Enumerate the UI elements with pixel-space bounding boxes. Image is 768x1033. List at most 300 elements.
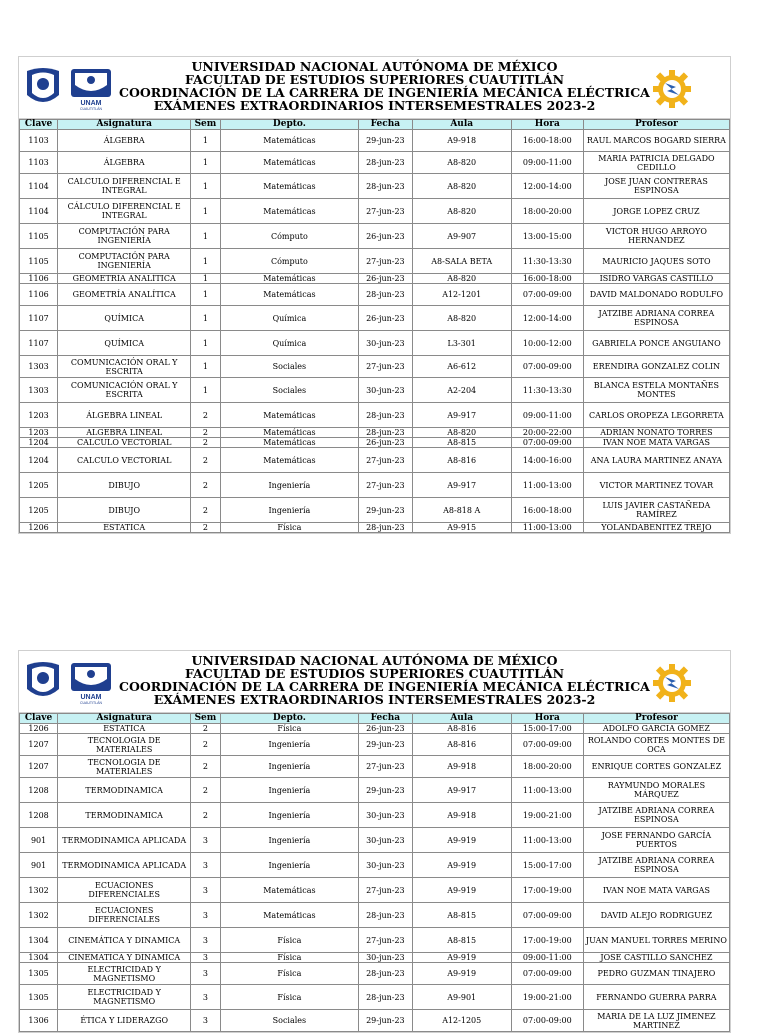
fecha-cell: 27-jun-23 — [359, 473, 412, 498]
sem-cell: 2 — [191, 473, 220, 498]
university-name: UNIVERSIDAD NACIONAL AUTÓNOMA DE MÉXICO — [191, 653, 558, 668]
table-row — [20, 523, 730, 533]
asignatura-cell: TECNOLOGIA DE MATERIALES — [58, 734, 191, 756]
fecha-cell: 27-jun-23 — [359, 448, 412, 473]
exam-sheet-2 — [18, 650, 731, 1033]
clave-cell: 1305 — [20, 985, 58, 1010]
unam-fesc-logos-icon — [23, 659, 119, 705]
sem-cell: 3 — [191, 953, 220, 963]
sem-cell: 2 — [191, 438, 220, 448]
table-row — [20, 428, 730, 438]
sem-cell: 1 — [191, 378, 220, 403]
table-row — [20, 498, 730, 523]
fecha-cell: 30-jun-23 — [359, 853, 412, 878]
table-row — [20, 778, 730, 803]
hora-cell: 07:00-09:00 — [511, 903, 583, 928]
asignatura-cell: ÁLGEBRA LINEAL — [58, 403, 191, 428]
asignatura-cell: ALGEBRA LINEAL — [58, 428, 191, 438]
exam-period-title: EXÁMENES EXTRAORDINARIOS INTERSEMESTRALES 2023-2 — [153, 692, 596, 707]
depto-cell: Matemáticas — [220, 438, 359, 448]
fecha-cell: 28-jun-23 — [359, 428, 412, 438]
asignatura-cell: ELECTRICIDAD Y MAGNETISMO — [58, 963, 191, 985]
asignatura-cell: GEOMETRÍA ANALÍTICA — [58, 284, 191, 306]
hora-cell: 19:00-21:00 — [511, 803, 583, 828]
sem-cell: 2 — [191, 523, 220, 533]
clave-cell: 1106 — [20, 284, 58, 306]
svg-text:UNAM: UNAM — [80, 694, 102, 701]
aula-cell: A9-901 — [412, 985, 511, 1010]
profesor-cell: JATZIBE ADRIANA CORREA ESPINOSA — [583, 853, 729, 878]
hora-cell: 11:00-13:00 — [511, 778, 583, 803]
clave-cell: 1107 — [20, 306, 58, 331]
sem-cell: 2 — [191, 428, 220, 438]
aula-cell: A9-917 — [412, 473, 511, 498]
gear-bolt-logo-icon — [652, 663, 692, 703]
svg-text:UNAM: UNAM — [80, 100, 102, 107]
university-name: UNIVERSIDAD NACIONAL AUTÓNOMA DE MÉXICO — [191, 59, 558, 74]
fecha-cell: 30-jun-23 — [359, 803, 412, 828]
fecha-cell: 28-jun-23 — [359, 963, 412, 985]
depto-cell: Física — [220, 953, 359, 963]
sem-cell: 3 — [191, 878, 220, 903]
table-row — [20, 903, 730, 928]
aula-cell: A8-816 — [412, 448, 511, 473]
profesor-cell: BLANCA ESTELA MONTAÑES MONTES — [583, 378, 729, 403]
hora-cell: 07:00-09:00 — [511, 734, 583, 756]
hora-cell: 07:00-09:00 — [511, 438, 583, 448]
depto-cell: Matemáticas — [220, 274, 359, 284]
depto-cell: Física — [220, 985, 359, 1010]
sem-cell: 1 — [191, 331, 220, 356]
profesor-cell: JUAN MANUEL TORRES MERINO — [583, 928, 729, 953]
depto-cell: Matemáticas — [220, 284, 359, 306]
aula-cell: A8-820 — [412, 306, 511, 331]
asignatura-cell: TERMODINAMICA APLICADA — [58, 828, 191, 853]
sem-cell: 1 — [191, 274, 220, 284]
clave-cell: 1203 — [20, 403, 58, 428]
depto-cell: Ingeniería — [220, 756, 359, 778]
document-title-block — [119, 653, 650, 707]
table-row — [20, 803, 730, 828]
asignatura-cell: TERMODINAMICA — [58, 778, 191, 803]
depto-cell: Matemáticas — [220, 130, 359, 152]
col-header-asignatura: Asignatura — [58, 714, 191, 724]
table-row — [20, 878, 730, 903]
aula-cell: A9-919 — [412, 853, 511, 878]
col-header-aula: Aula — [412, 120, 511, 130]
aula-cell: A9-919 — [412, 828, 511, 853]
aula-cell: A9-907 — [412, 224, 511, 249]
depto-cell: Matemáticas — [220, 174, 359, 199]
depto-cell: Sociales — [220, 378, 359, 403]
clave-cell: 1302 — [20, 903, 58, 928]
sem-cell: 2 — [191, 803, 220, 828]
depto-cell: Ingeniería — [220, 734, 359, 756]
table-row — [20, 274, 730, 284]
table-row — [20, 438, 730, 448]
exam-table-1 — [19, 119, 730, 533]
clave-cell: 1205 — [20, 498, 58, 523]
clave-cell: 1105 — [20, 249, 58, 274]
profesor-cell: JATZIBE ADRIANA CORREA ESPINOSA — [583, 306, 729, 331]
depto-cell: Sociales — [220, 1010, 359, 1032]
clave-cell: 1206 — [20, 523, 58, 533]
aula-cell: A8-816 — [412, 734, 511, 756]
profesor-cell: JOSE JUAN CONTRERAS ESPINOSA — [583, 174, 729, 199]
aula-cell: A8-815 — [412, 928, 511, 953]
aula-cell: A8-816 — [412, 724, 511, 734]
faculty-name: FACULTAD DE ESTUDIOS SUPERIORES CUAUTITLÁN — [184, 666, 565, 681]
asignatura-cell: CALCULO VECTORIAL — [58, 448, 191, 473]
coordination-name: COORDINACIÓN DE LA CARRERA DE INGENIERÍA MECÁNICA ELÉCTRICA — [119, 85, 650, 100]
asignatura-cell: TERMODINAMICA — [58, 803, 191, 828]
clave-cell: 1103 — [20, 152, 58, 174]
fecha-cell: 28-jun-23 — [359, 903, 412, 928]
asignatura-cell: ECUACIONES DIFERENCIALES — [58, 878, 191, 903]
depto-cell: Matemáticas — [220, 428, 359, 438]
clave-cell: 1207 — [20, 756, 58, 778]
depto-cell: Matemáticas — [220, 903, 359, 928]
profesor-cell: IVAN NOE MATA VARGAS — [583, 878, 729, 903]
clave-cell: 1104 — [20, 199, 58, 224]
sem-cell: 3 — [191, 963, 220, 985]
exam-table-2-body — [20, 724, 730, 1032]
profesor-cell: ISIDRO VARGAS CASTILLO — [583, 274, 729, 284]
hora-cell: 15:00-17:00 — [511, 853, 583, 878]
hora-cell: 11:30-13:30 — [511, 249, 583, 274]
col-header-depto: Depto. — [220, 120, 359, 130]
profesor-cell: FERNANDO GUERRA PARRA — [583, 985, 729, 1010]
asignatura-cell: ESTATICA — [58, 724, 191, 734]
clave-cell: 901 — [20, 853, 58, 878]
asignatura-cell: QUÍMICA — [58, 331, 191, 356]
clave-cell: 1104 — [20, 174, 58, 199]
exam-table-1-body — [20, 130, 730, 533]
fecha-cell: 27-jun-23 — [359, 199, 412, 224]
aula-cell: A8-820 — [412, 428, 511, 438]
profesor-cell: ADOLFO GARCIA GOMEZ — [583, 724, 729, 734]
depto-cell: Ingeniería — [220, 828, 359, 853]
asignatura-cell: ELECTRICIDAD Y MAGNETISMO — [58, 985, 191, 1010]
hora-cell: 18:00-20:00 — [511, 756, 583, 778]
asignatura-cell: COMUNICACIÓN ORAL Y ESCRITA — [58, 356, 191, 378]
clave-cell: 1105 — [20, 224, 58, 249]
aula-cell: A8-SALA BETA — [412, 249, 511, 274]
col-header-sem: Sem — [191, 714, 220, 724]
fecha-cell: 29-jun-23 — [359, 734, 412, 756]
clave-cell: 1303 — [20, 356, 58, 378]
depto-cell: Cómputo — [220, 224, 359, 249]
clave-cell: 901 — [20, 828, 58, 853]
aula-cell: A9-917 — [412, 778, 511, 803]
hora-cell: 09:00-11:00 — [511, 152, 583, 174]
hora-cell: 16:00-18:00 — [511, 130, 583, 152]
fecha-cell: 26-jun-23 — [359, 224, 412, 249]
sem-cell: 2 — [191, 778, 220, 803]
fecha-cell: 30-jun-23 — [359, 828, 412, 853]
fecha-cell: 28-jun-23 — [359, 284, 412, 306]
coordination-name: COORDINACIÓN DE LA CARRERA DE INGENIERÍA MECÁNICA ELÉCTRICA — [119, 679, 650, 694]
sem-cell: 2 — [191, 724, 220, 734]
aula-cell: A6-612 — [412, 356, 511, 378]
clave-cell: 1302 — [20, 878, 58, 903]
depto-cell: Matemáticas — [220, 448, 359, 473]
fecha-cell: 27-jun-23 — [359, 756, 412, 778]
unam-fesc-logos-icon — [23, 65, 119, 111]
table-row — [20, 378, 730, 403]
aula-cell: A9-918 — [412, 130, 511, 152]
fecha-cell: 29-jun-23 — [359, 778, 412, 803]
aula-cell: A9-918 — [412, 803, 511, 828]
hora-cell: 12:00-14:00 — [511, 306, 583, 331]
exam-period-title: EXÁMENES EXTRAORDINARIOS INTERSEMESTRALES 2023-2 — [153, 98, 596, 113]
profesor-cell: DAVID ALEJO RODRIGUEZ — [583, 903, 729, 928]
clave-cell: 1204 — [20, 448, 58, 473]
col-header-fecha: Fecha — [359, 714, 412, 724]
asignatura-cell: CALCULO VECTORIAL — [58, 438, 191, 448]
fecha-cell: 29-jun-23 — [359, 1010, 412, 1032]
profesor-cell: YOLANDABENITEZ TREJO — [583, 523, 729, 533]
table-row — [20, 174, 730, 199]
aula-cell: L3-301 — [412, 331, 511, 356]
table-row — [20, 284, 730, 306]
asignatura-cell: CINEMÁTICA Y DINAMICA — [58, 928, 191, 953]
hora-cell: 11:30-13:30 — [511, 378, 583, 403]
sem-cell: 1 — [191, 174, 220, 199]
sem-cell: 1 — [191, 284, 220, 306]
fecha-cell: 27-jun-23 — [359, 878, 412, 903]
fecha-cell: 28-jun-23 — [359, 523, 412, 533]
hora-cell: 15:00-17:00 — [511, 724, 583, 734]
col-header-clave: Clave — [20, 714, 58, 724]
depto-cell: Ingeniería — [220, 778, 359, 803]
aula-cell: A12-1201 — [412, 284, 511, 306]
aula-cell: A9-919 — [412, 953, 511, 963]
depto-cell: Ingeniería — [220, 473, 359, 498]
asignatura-cell: ECUACIONES DIFERENCIALES — [58, 903, 191, 928]
exam-sheet-1 — [18, 56, 731, 534]
depto-cell: Matemáticas — [220, 199, 359, 224]
sem-cell: 3 — [191, 928, 220, 953]
col-header-asignatura: Asignatura — [58, 120, 191, 130]
hora-cell: 12:00-14:00 — [511, 174, 583, 199]
hora-cell: 07:00-09:00 — [511, 1010, 583, 1032]
profesor-cell: PEDRO GUZMAN TINAJERO — [583, 963, 729, 985]
sem-cell: 2 — [191, 403, 220, 428]
profesor-cell: MAURICIO JAQUES SOTO — [583, 249, 729, 274]
hora-cell: 16:00-18:00 — [511, 274, 583, 284]
col-header-hora: Hora — [511, 120, 583, 130]
sheet-header — [19, 57, 730, 119]
fecha-cell: 26-jun-23 — [359, 724, 412, 734]
aula-cell: A9-918 — [412, 756, 511, 778]
fecha-cell: 27-jun-23 — [359, 249, 412, 274]
asignatura-cell: CALCULO DIFERENCIAL E INTEGRAL — [58, 174, 191, 199]
depto-cell: Matemáticas — [220, 152, 359, 174]
table-row — [20, 985, 730, 1010]
fecha-cell: 30-jun-23 — [359, 378, 412, 403]
sem-cell: 1 — [191, 224, 220, 249]
fecha-cell: 28-jun-23 — [359, 174, 412, 199]
col-header-aula: Aula — [412, 714, 511, 724]
table-row — [20, 724, 730, 734]
asignatura-cell: COMPUTACIÓN PARA INGENIERÍA — [58, 249, 191, 274]
profesor-cell: ANA LAURA MARTINEZ ANAYA — [583, 448, 729, 473]
clave-cell: 1204 — [20, 438, 58, 448]
asignatura-cell: ÉTICA Y LIDERAZGO — [58, 1010, 191, 1032]
table-row — [20, 473, 730, 498]
depto-cell: Sociales — [220, 356, 359, 378]
fecha-cell: 30-jun-23 — [359, 953, 412, 963]
table-row — [20, 853, 730, 878]
sheet-header — [19, 651, 730, 713]
profesor-cell: ADRIAN NONATO TORRES — [583, 428, 729, 438]
hora-cell: 07:00-09:00 — [511, 963, 583, 985]
hora-cell: 14:00-16:00 — [511, 448, 583, 473]
fecha-cell: 26-jun-23 — [359, 274, 412, 284]
clave-cell: 1304 — [20, 953, 58, 963]
table-row — [20, 356, 730, 378]
depto-cell: Cómputo — [220, 249, 359, 274]
table-row — [20, 306, 730, 331]
asignatura-cell: ÁLGEBRA — [58, 130, 191, 152]
hora-cell: 18:00-20:00 — [511, 199, 583, 224]
profesor-cell: LUIS JAVIER CASTAÑEDA RAMÍREZ — [583, 498, 729, 523]
clave-cell: 1205 — [20, 473, 58, 498]
table-header-row — [20, 120, 730, 130]
svg-text:CUAUTITLÁN: CUAUTITLÁN — [80, 701, 102, 705]
sem-cell: 2 — [191, 734, 220, 756]
depto-cell: Ingeniería — [220, 853, 359, 878]
hora-cell: 09:00-11:00 — [511, 953, 583, 963]
profesor-cell: ROLANDO CORTES MONTES DE OCA — [583, 734, 729, 756]
aula-cell: A8-820 — [412, 199, 511, 224]
clave-cell: 1103 — [20, 130, 58, 152]
clave-cell: 1203 — [20, 428, 58, 438]
hora-cell: 11:00-13:00 — [511, 473, 583, 498]
asignatura-cell: ÁLGEBRA — [58, 152, 191, 174]
depto-cell: Física — [220, 963, 359, 985]
hora-cell: 11:00-13:00 — [511, 523, 583, 533]
clave-cell: 1106 — [20, 274, 58, 284]
depto-cell: Física — [220, 724, 359, 734]
asignatura-cell: COMPUTACIÓN PARA INGENIERÍA — [58, 224, 191, 249]
hora-cell: 10:00-12:00 — [511, 331, 583, 356]
fecha-cell: 28-jun-23 — [359, 152, 412, 174]
sem-cell: 2 — [191, 498, 220, 523]
table-row — [20, 152, 730, 174]
clave-cell: 1207 — [20, 734, 58, 756]
table-row — [20, 756, 730, 778]
asignatura-cell: ESTATICA — [58, 523, 191, 533]
aula-cell: A8-815 — [412, 903, 511, 928]
aula-cell: A8-820 — [412, 274, 511, 284]
depto-cell: Matemáticas — [220, 403, 359, 428]
clave-cell: 1305 — [20, 963, 58, 985]
col-header-profesor: Profesor — [583, 714, 729, 724]
table-row — [20, 928, 730, 953]
aula-cell: A8-815 — [412, 438, 511, 448]
exam-table-2 — [19, 713, 730, 1032]
hora-cell: 13:00-15:00 — [511, 224, 583, 249]
depto-cell: Física — [220, 523, 359, 533]
table-header-row — [20, 714, 730, 724]
profesor-cell: VICTOR MARTINEZ TOVAR — [583, 473, 729, 498]
aula-cell: A8-818 A — [412, 498, 511, 523]
fecha-cell: 30-jun-23 — [359, 331, 412, 356]
profesor-cell: RAUL MARCOS BOGARD SIERRA — [583, 130, 729, 152]
table-row — [20, 403, 730, 428]
sem-cell: 2 — [191, 756, 220, 778]
profesor-cell: MARIA PATRICIA DELGADO CEDILLO — [583, 152, 729, 174]
table-row — [20, 448, 730, 473]
sem-cell: 2 — [191, 448, 220, 473]
asignatura-cell: QUÍMICA — [58, 306, 191, 331]
aula-cell: A9-915 — [412, 523, 511, 533]
table-row — [20, 199, 730, 224]
fecha-cell: 28-jun-23 — [359, 403, 412, 428]
col-header-profesor: Profesor — [583, 120, 729, 130]
sem-cell: 1 — [191, 249, 220, 274]
fecha-cell: 26-jun-23 — [359, 306, 412, 331]
aula-cell: A9-919 — [412, 963, 511, 985]
asignatura-cell: TERMODINAMICA APLICADA — [58, 853, 191, 878]
depto-cell: Ingeniería — [220, 498, 359, 523]
profesor-cell: ENRIQUE CORTES GONZALEZ — [583, 756, 729, 778]
aula-cell: A12-1205 — [412, 1010, 511, 1032]
col-header-fecha: Fecha — [359, 120, 412, 130]
profesor-cell: GABRIELA PONCE ANGUIANO — [583, 331, 729, 356]
profesor-cell: VICTOR HUGO ARROYO HERNANDEZ — [583, 224, 729, 249]
col-header-hora: Hora — [511, 714, 583, 724]
asignatura-cell: CINEMATICA Y DINAMICA — [58, 953, 191, 963]
sem-cell: 3 — [191, 903, 220, 928]
col-header-clave: Clave — [20, 120, 58, 130]
profesor-cell: CARLOS OROPEZA LEGORRETA — [583, 403, 729, 428]
asignatura-cell: DIBUJO — [58, 498, 191, 523]
col-header-depto: Depto. — [220, 714, 359, 724]
sem-cell: 3 — [191, 828, 220, 853]
profesor-cell: MARIA DE LA LUZ JIMENEZ MARTINEZ — [583, 1010, 729, 1032]
clave-cell: 1303 — [20, 378, 58, 403]
hora-cell: 11:00-13:00 — [511, 828, 583, 853]
aula-cell: A9-917 — [412, 403, 511, 428]
table-row — [20, 249, 730, 274]
profesor-cell: RAYMUNDO MORALES MÁRQUEZ — [583, 778, 729, 803]
table-row — [20, 734, 730, 756]
sem-cell: 3 — [191, 853, 220, 878]
svg-text:CUAUTITLÁN: CUAUTITLÁN — [80, 107, 102, 111]
asignatura-cell: COMUNICACIÓN ORAL Y ESCRITA — [58, 378, 191, 403]
table-row — [20, 331, 730, 356]
col-header-sem: Sem — [191, 120, 220, 130]
profesor-cell: JATZIBE ADRIANA CORREA ESPINOSA — [583, 803, 729, 828]
sem-cell: 3 — [191, 1010, 220, 1032]
sem-cell: 1 — [191, 152, 220, 174]
hora-cell: 19:00-21:00 — [511, 985, 583, 1010]
aula-cell: A8-820 — [412, 152, 511, 174]
hora-cell: 09:00-11:00 — [511, 403, 583, 428]
clave-cell: 1304 — [20, 928, 58, 953]
sem-cell: 1 — [191, 199, 220, 224]
clave-cell: 1107 — [20, 331, 58, 356]
fecha-cell: 26-jun-23 — [359, 438, 412, 448]
sem-cell: 1 — [191, 306, 220, 331]
table-row — [20, 953, 730, 963]
profesor-cell: DAVID MALDONADO RODULFO — [583, 284, 729, 306]
profesor-cell: JORGE LOPEZ CRUZ — [583, 199, 729, 224]
table-row — [20, 963, 730, 985]
